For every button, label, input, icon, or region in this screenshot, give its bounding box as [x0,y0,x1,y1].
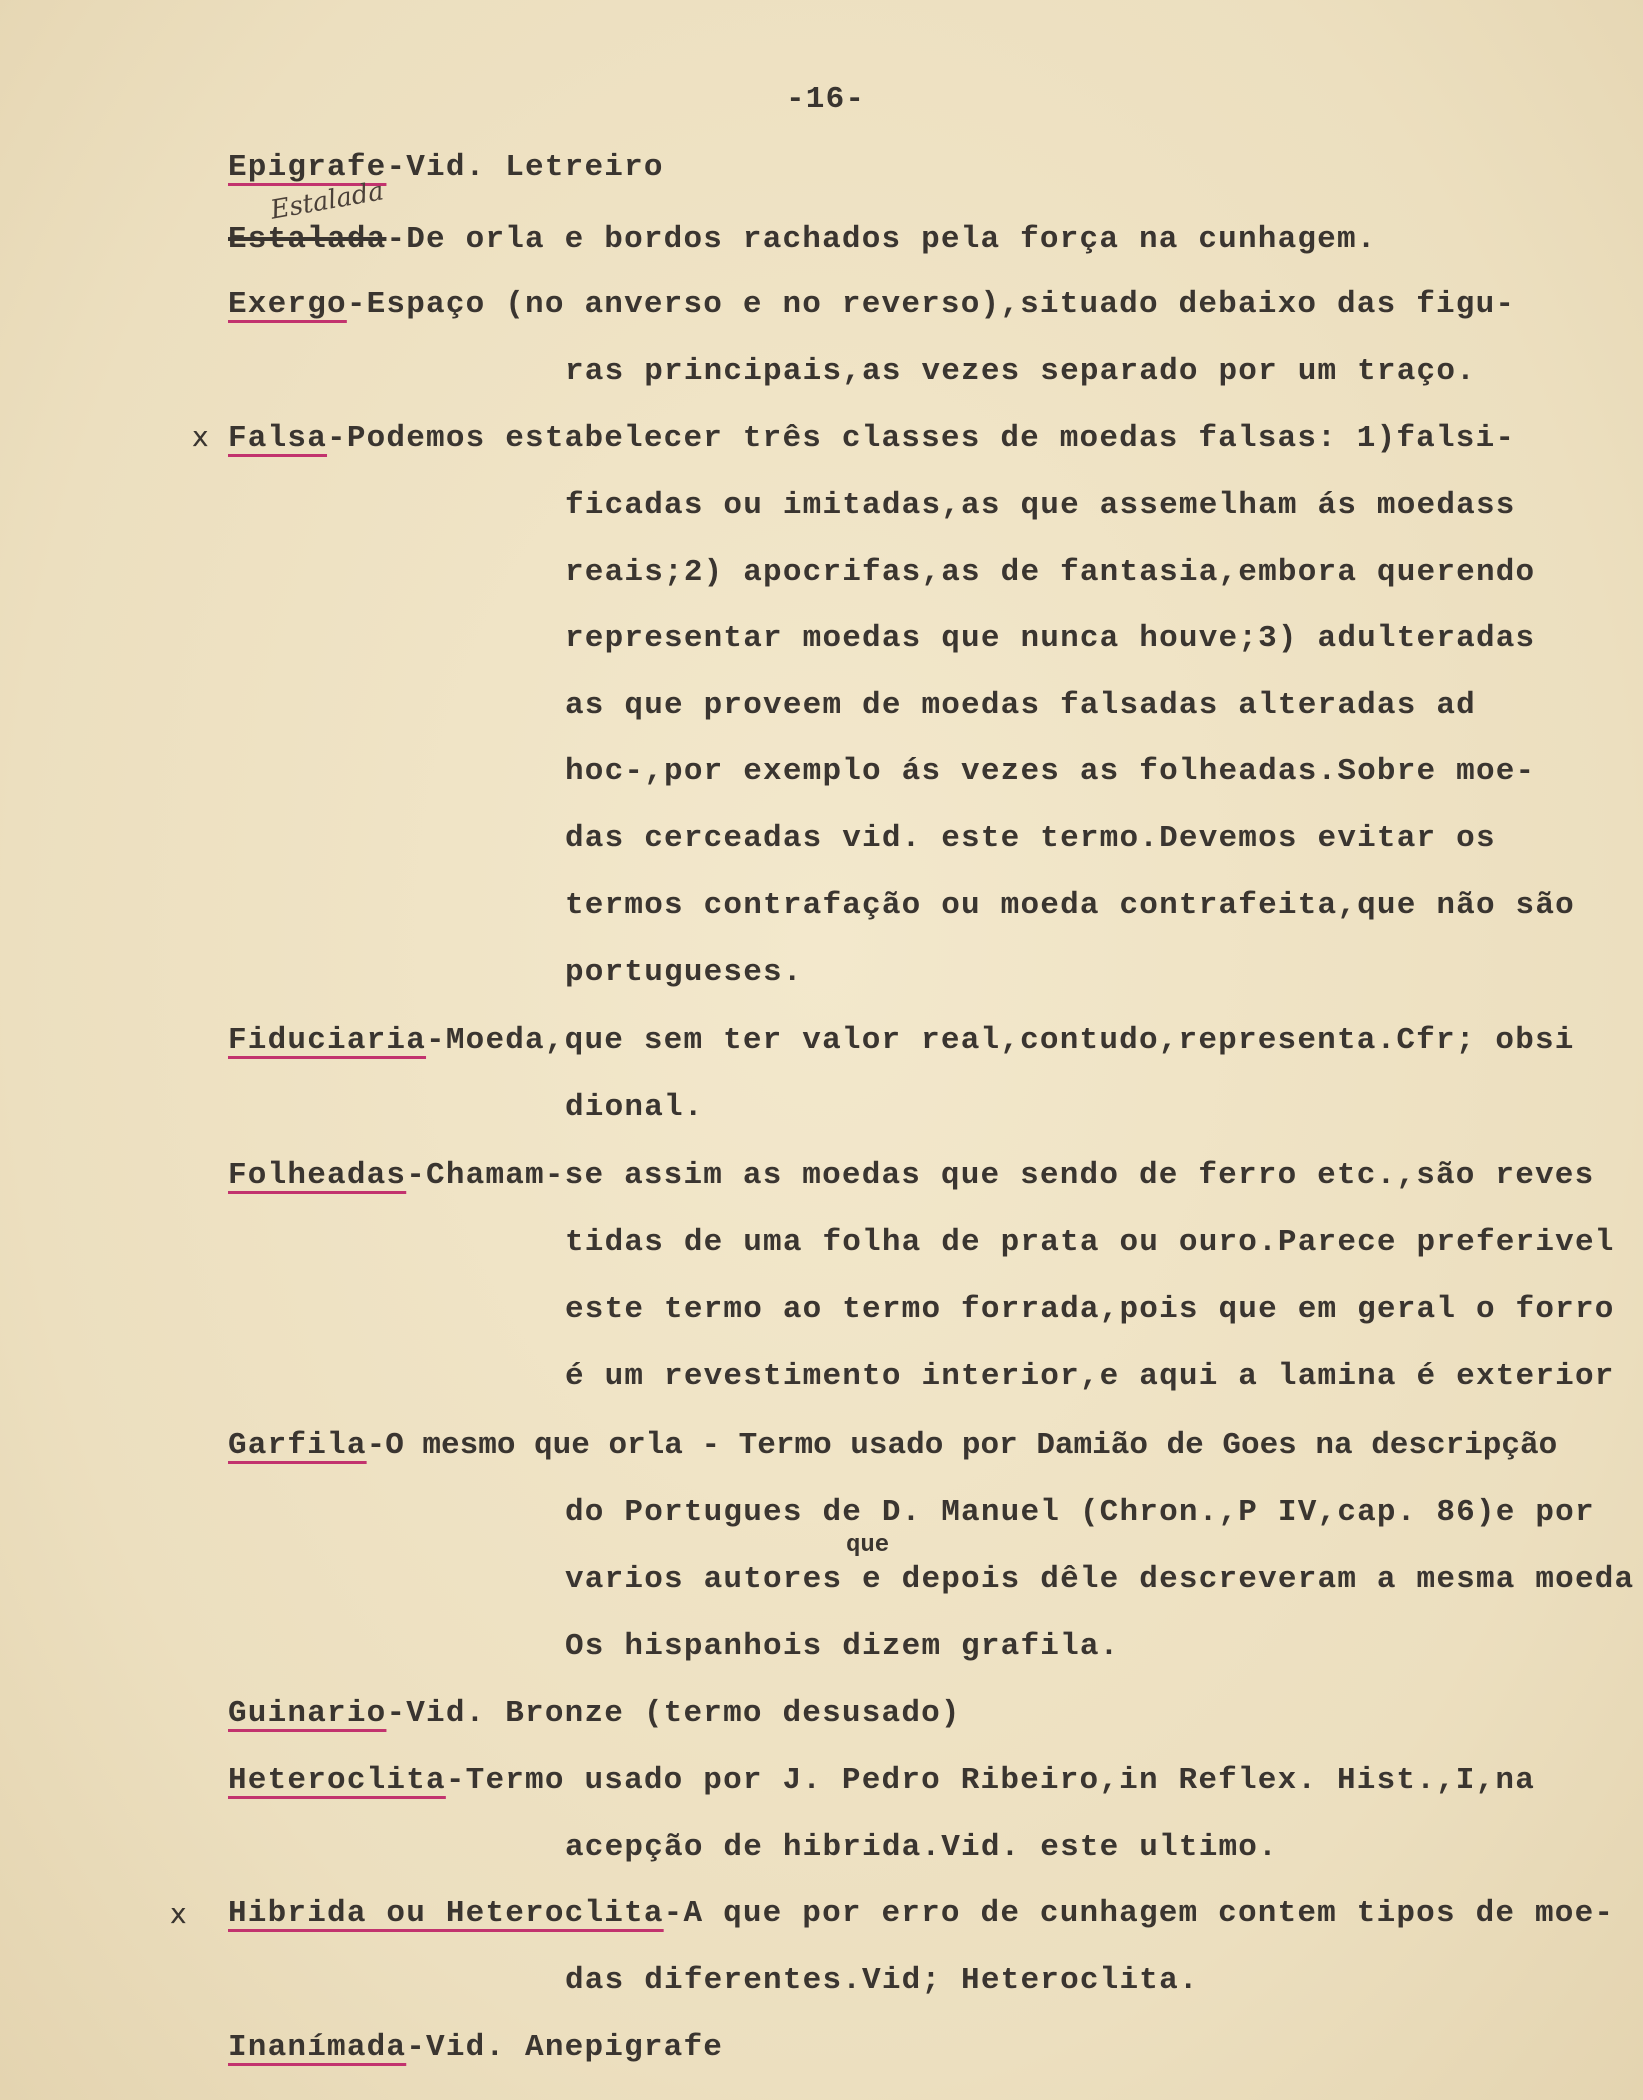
entry-continuation: das cerceadas vid. este termo.Devemos evitar os [565,821,1496,856]
entry-text: -Chamam-se assim as moedas que sendo de ferro etc.,são reves [406,1158,1595,1193]
entry-estalada [228,222,1377,258]
entry-head: Falsa [228,421,328,456]
entry-continuation: representar moedas que nunca houve;3) adulteradas [565,621,1536,656]
entry-text: -Moeda,que sem ter valor real,contudo,representa.Cfr; obsi [426,1023,1575,1058]
page-number: -16- [786,82,866,117]
entry-continuation: do Portugues de D. Manuel (Chron.,P IV,cap. 86)e por [565,1495,1595,1530]
margin-x-mark: x [170,1897,187,1930]
entry-continuation: acepção de hibrida.Vid. este ultimo. [565,1830,1278,1865]
entry-head: Exergo [228,287,347,322]
entry-folheadas [228,1158,1594,1194]
entry-text: -Vid. Letreiro [386,150,664,185]
entry-continuation: das diferentes.Vid; Heteroclita. [565,1963,1199,1998]
entry-continuation: é um revestimento interior,e aqui a lamina é exterior [565,1359,1615,1394]
entry-head: Garfila [228,1428,367,1463]
entry-text: -A que por erro de cunhagem contem tipos de moe- [663,1896,1615,1931]
entry-text: -Podemos estabelecer três classes de moedas falsas: 1)falsi- [327,421,1516,456]
entry-continuation: varios autores e depois dêle descreveram a mesma moeda [565,1562,1635,1597]
entry-continuation: portugueses. [565,955,803,990]
entry-continuation: dional. [565,1090,704,1125]
entry-head: Guinario [228,1696,387,1731]
margin-x-mark: x [192,420,209,453]
entry-fiduciaria [228,1023,1575,1059]
entry-continuation: hoc-,por exemplo ás vezes as folheadas.Sobre moe- [565,754,1536,789]
entry-guinario [228,1696,961,1732]
entry-head: Inanímada [228,2030,407,2065]
entry-head: Hibrida ou Heteroclita [228,1896,664,1931]
entry-text: -Espaço (no anverso e no reverso),situado debaixo das figu- [346,287,1516,322]
entry-head: Fiduciaria [228,1023,427,1058]
entry-epigrafe [228,150,664,186]
entry-head-struck: Estalada [228,222,387,257]
entry-text: -O mesmo que orla - Termo usado por Damião de Goes na descripção [366,1428,1558,1463]
entry-hibrida [228,1896,1614,1932]
entry-head: Folheadas [228,1158,407,1193]
interlinear-insertion: que [846,1532,890,1559]
entry-continuation: Os hispanhois dizem grafila. [565,1629,1120,1664]
entry-continuation: termos contrafação ou moeda contrafeita,que não são [565,888,1575,923]
entry-head: Heteroclita [228,1763,446,1798]
entry-continuation: ras principais,as vezes separado por um traço. [565,354,1476,389]
entry-continuation: tidas de uma folha de prata ou ouro.Parece preferivel [565,1225,1615,1260]
handwritten-correction: Estalada [268,176,386,226]
entry-continuation: este termo ao termo forrada,pois que em geral o forro [565,1292,1615,1327]
entry-continuation: ficadas ou imitadas,as que assemelham ás moedass [565,488,1516,523]
entry-continuation: as que proveem de moedas falsadas alteradas ad [565,688,1476,723]
entry-text: -De orla e bordos rachados pela força na cunhagem. [386,222,1377,257]
entry-text: -Vid. Bronze (termo desusado) [386,1696,961,1731]
entry-inanimada [228,2030,723,2066]
entry-exergo [228,287,1515,323]
entry-text: -Termo usado por J. Pedro Ribeiro,in Reflex. Hist.,I,na [445,1763,1536,1798]
entry-falsa [228,421,1515,457]
entry-head: Epigrafe [228,150,387,185]
entry-continuation: reais;2) apocrifas,as de fantasia,embora querendo [565,555,1536,590]
entry-heteroclita [228,1763,1535,1799]
entry-garfila [228,1428,1557,1464]
entry-text: -Vid. Anepigrafe [406,2030,724,2065]
